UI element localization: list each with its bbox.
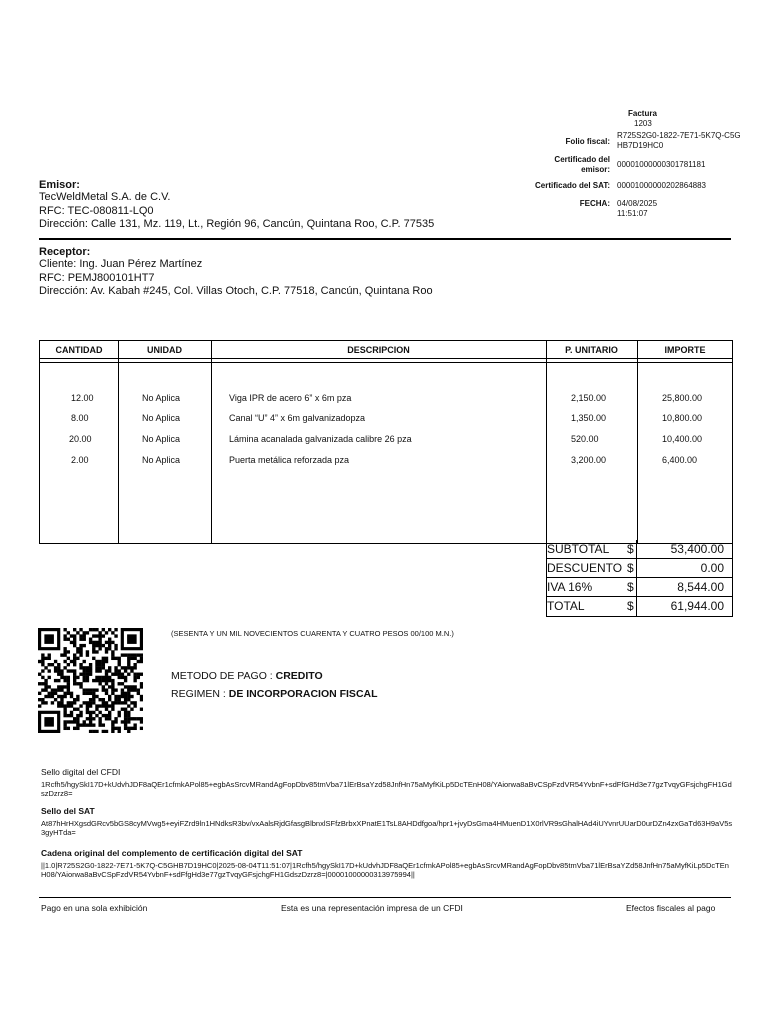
cell-cantidad: 20.00 [69,434,92,444]
receptor-section [39,246,433,299]
folio-fiscal-value: R725S2G0-1822-7E71-5K7Q-C5GHB7D19HC0 [617,131,741,150]
cell-unitario: 3,200.00 [571,455,607,465]
cadena-title: Cadena original del complemento de certificación digital del SAT [41,848,303,858]
sello-cfdi-title: Sello digital del CFDI [41,767,121,777]
sello-sat-title: Sello del SAT [41,806,95,816]
table-row [40,392,734,404]
col-header-unitario: P. UNITARIO [546,341,637,359]
folio-fiscal-label: Folio fiscal: [565,137,610,146]
col-header-cantidad: CANTIDAD [40,341,118,359]
col-header-descripcion: DESCRIPCION [211,341,546,359]
totals-box [546,540,733,617]
cell-importe: 10,400.00 [662,434,703,444]
cell-cantidad: 2.00 [71,455,89,465]
descuento-currency: $ [627,561,634,575]
emisor-name: TecWeldMetal S.A. de C.V. [39,191,171,203]
cell-descripcion: Canal “U” 4” x 6m galvanizadopza [229,413,366,423]
cadena-value: ||1.0|R725S2G0-1822-7E71-5K7Q-C5GHB7D19HC0|2025-08-04T11:51:07|1Rcfh5/hgySkI17D+kUdvhJDF8aQEr1cfmkAPol85+egbAsSrcvMRandAgFopDbv85tmVba71lErBsaYZd58JnfHn75aMyfKiLp5DcTEnH08/YAiorwa8aBvCSpFzdVR54YvbnF+sdFfgHd3e77gzTvqyGFsjchgFH1GdszDzrz8=|00001000000313975994|| [41,861,729,879]
descuento-value: 0.00 [700,561,724,575]
receptor-rfc: RFC: PEMJ800101HT7 [39,271,155,284]
header-underline [40,362,732,363]
total-currency: $ [627,599,634,613]
iva-label: IVA 16% [547,580,593,594]
receptor-address: Dirección: Av. Kabah #245, Col. Villas Otoch, C.P. 77518, Cancún, Quintana Roo [39,285,433,297]
table-row [40,433,734,445]
footer-center: Esta es una representación impresa de un CFDI [281,903,463,913]
factura-number: 1203 [634,119,652,128]
subtotal-currency: $ [627,542,634,556]
cell-unidad: No Aplica [142,434,181,444]
qr-code-icon [38,628,143,733]
sello-cfdi-value: 1Rcfh5/hgySkI17D+kUdvhJDF8aQEr1cfmkAPol85+egbAsSrcvMRandAgFopDbv85tmVba71lErBsaYzd58JnfHn75aMyfKiLp5DcTEnH08/YAiorwa8aBvCSpFzdVR54YvbnF+sdFfGHd3e77gzTvqyGFsjchgFH1GdszDzrz8= [41,780,732,798]
factura-label: Factura [628,109,657,118]
payment-method-label: METODO DE PAGO : [171,670,276,682]
cert-emisor-label-1: Certificado del [554,155,610,164]
cell-unidad: No Aplica [142,393,181,403]
amount-in-words: (SESENTA Y UN MIL NOVECIENTOS CUARENTA Y CUATRO PESOS 00/100 M.N.) [171,629,454,638]
emisor-section [39,179,434,232]
items-table [39,340,733,544]
cell-cantidad: 12.00 [71,393,94,403]
cell-unitario: 2,150.00 [571,393,607,403]
sello-sat-value: At87hHrHXgsdGRcv5bGS8cyMVwg5+eyiFZrd9ln1HNdksR3bv/vxAalsRjdGfasgBlbnxlSFfzBrbxXPnatE1TsL8AHDdfgoa/hpr1+jvyDsGma4HMuenD1X0rlVR9sGhalHAd4iUYvnrUUarD0urDZn4zxGaTd63H9aV5s3gyHTda= [41,819,733,837]
receptor-title: Receptor: [39,246,91,258]
subtotal-row [547,540,732,559]
col-header-unidad: UNIDAD [118,341,211,359]
tax-regime [171,688,378,700]
cell-unitario: 1,350.00 [571,413,607,423]
payment-method-value: CREDITO [275,670,323,682]
footer-right: Efectos fiscales al pago [626,903,716,913]
descuento-row [547,559,732,578]
cell-importe: 10,800.00 [662,413,703,423]
iva-row [547,578,732,597]
subtotal-label: SUBTOTAL [547,542,610,556]
footer-left: Pago en una sola exhibición [41,903,148,913]
cert-emisor-value: 00001000000301781181 [617,160,706,169]
cell-unidad: No Aplica [142,413,181,423]
fecha-value: 04/08/2025 11:51:07 [617,199,658,218]
total-label: TOTAL [547,599,585,613]
emisor-title: Emisor: [39,179,80,191]
cell-descripcion: Puerta metálica reforzada pza [229,455,350,465]
total-value: 61,944.00 [670,599,724,613]
subtotal-value: 53,400.00 [670,542,724,556]
cert-sat-label: Certificado del SAT: [535,181,610,190]
iva-currency: $ [627,580,634,594]
cell-unidad: No Aplica [142,455,181,465]
col-header-importe: IMPORTE [637,341,733,359]
payment-method [171,670,323,682]
cert-emisor-label-2: emisor: [581,165,610,174]
fecha-label: FECHA: [579,199,610,208]
cert-sat-value: 00001000000202864883 [617,181,706,190]
emisor-rfc: RFC: TEC-080811-LQ0 [39,204,154,217]
descuento-label: DESCUENTO [547,561,623,575]
table-row [40,412,734,424]
cell-importe: 6,400.00 [662,455,698,465]
cell-descripcion: Viga IPR de acero 6” x 6m pza [229,393,352,403]
cell-importe: 25,800.00 [662,393,703,403]
table-row [40,454,734,466]
tax-regime-value: DE INCORPORACION FISCAL [228,688,378,700]
cell-unitario: 520.00 [571,434,599,444]
cell-descripcion: Lámina acanalada galvanizada calibre 26 pza [229,434,412,444]
emisor-address: Dirección: Calle 131, Mz. 119, Lt., Región 96, Cancún, Quintana Roo, C.P. 77535 [39,218,435,230]
footer-divider [39,897,731,898]
receptor-client: Cliente: Ing. Juan Pérez Martínez [39,258,203,270]
total-row [547,597,732,616]
tax-regime-label: REGIMEN : [171,688,229,700]
divider [39,238,731,240]
iva-value: 8,544.00 [677,580,724,594]
cell-cantidad: 8.00 [71,413,89,423]
